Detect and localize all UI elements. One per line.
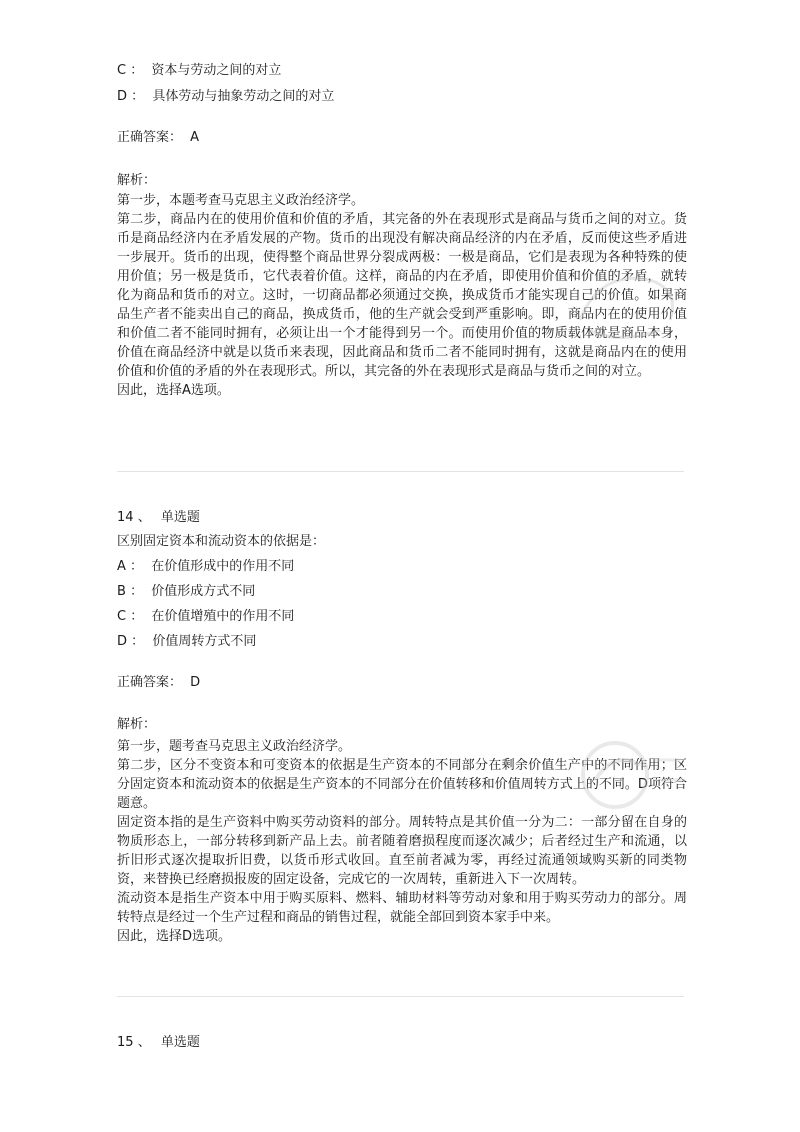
option-key: C	[117, 609, 127, 624]
q14-options	[117, 557, 687, 652]
option-text: 具体劳动与抽象劳动之间的对立	[152, 89, 335, 104]
q13-option-c	[117, 61, 687, 81]
q14-stem: 区别固定资本和流动资本的依据是：	[117, 534, 326, 549]
analysis-paragraph: 因此，选择D选项。	[117, 929, 232, 944]
question-divider	[117, 471, 684, 472]
option-sep: ：	[130, 609, 144, 624]
q14-header	[117, 508, 687, 528]
q14-option-c	[117, 607, 687, 627]
option-text: 价值周转方式不同	[152, 634, 257, 649]
option-key: D	[117, 634, 128, 649]
option-key: B	[117, 584, 126, 599]
q14-option-d	[117, 632, 687, 652]
answer-value: D	[190, 675, 201, 690]
q13-options	[117, 61, 687, 107]
question-number: 15	[117, 1035, 134, 1050]
option-key: A	[117, 559, 126, 574]
q14-analysis-label: 解析：	[117, 717, 157, 732]
analysis-paragraph: 固定资本指的是生产资料中购买劳动资料的部分。周转特点是其价值一分为二：一部分留在自身的物质形态上，一部分转移到新产品上去。前者随着磨损程度而逐次减少；后者经过生产和流通，以折旧形式逐次提取折旧费，以货币形式收回。直至前者减为零，再经过流通领域购买新的同类物资，来替换已经磨损报废的固定设备，完成它的一次周转，重新进入下一次周转。	[117, 815, 687, 887]
option-text: 在价值增殖中的作用不同	[151, 609, 295, 624]
question-divider	[117, 996, 684, 997]
q14-option-b	[117, 582, 687, 602]
option-text: 资本与劳动之间的对立	[151, 63, 282, 78]
question-number: 14	[117, 510, 134, 525]
q13-analysis	[117, 191, 687, 400]
option-key: C	[117, 63, 127, 78]
analysis-paragraph: 第二步，商品内在的使用价值和价值的矛盾，其完备的外在表现形式是商品与货币之间的对立。货币是商品经济内在矛盾发展的产物。货币的出现没有解决商品经济的内在矛盾，反而使这些矛盾进一步展开。货币的出现，使得整个商品世界分裂成两极：一极是商品，它们是表现为各种特殊的使用价值；另一极是货币，它代表着价值。这样，商品的内在矛盾，即使用价值和价值的矛盾，就转化为商品和货币的对立。这时，一切商品都必须通过交换，换成货币才能实现自己的价值。如果商品生产者不能卖出自己的商品，换成货币，他的生产就会受到严重影响。即，商品内在的使用价值和价值二者不能同时拥有，必须让出一个才能得到另一个。而使用价值的物质载体就是商品本身，价值在商品经济中就是以货币来表现，因此商品和货币二者不能同时拥有，这就是商品内在的使用价值和价值的矛盾的外在表现形式。所以，其完备的外在表现形式是商品与货币之间的对立。	[117, 212, 687, 379]
analysis-paragraph: 因此，选择A选项。	[117, 383, 230, 398]
option-sep: ：	[130, 584, 144, 599]
q15-header	[117, 1033, 687, 1053]
question-type: 单选题	[160, 510, 200, 525]
option-sep: ：	[131, 634, 145, 649]
q14-option-a	[117, 557, 687, 577]
answer-label: 正确答案：	[117, 675, 183, 690]
analysis-paragraph: 第一步，题考查马克思主义政治经济学。	[117, 739, 352, 754]
analysis-paragraph: 第二步，区分不变资本和可变资本的依据是生产资本的不同部分在剩余价值生产中的不同作用；区分固定资本和流动资本的依据是生产资本的不同部分在价值转移和价值周转方式上的不同。D项符合题意。	[117, 758, 687, 811]
option-text: 在价值形成中的作用不同	[151, 559, 295, 574]
analysis-paragraph: 第一步，本题考查马克思主义政治经济学。	[117, 193, 365, 208]
option-sep: ：	[130, 63, 144, 78]
analysis-paragraph: 流动资本是指生产资本中用于购买原料、燃料、辅助材料等劳动对象和用于购买劳动力的部分。周转特点是经过一个生产过程和商品的销售过程，就能全部回到资本家手中来。	[117, 891, 687, 925]
answer-label: 正确答案：	[117, 130, 183, 145]
q13-answer	[117, 128, 687, 148]
option-key: D	[117, 89, 128, 104]
option-sep: ：	[131, 89, 145, 104]
question-sep: 、	[137, 1035, 151, 1050]
q13-analysis-label: 解析：	[117, 173, 157, 188]
question-sep: 、	[137, 510, 151, 525]
q14-answer	[117, 673, 687, 693]
q14-analysis	[117, 737, 687, 946]
option-sep: ：	[130, 559, 144, 574]
option-text: 价值形成方式不同	[151, 584, 256, 599]
answer-value: A	[190, 130, 200, 145]
question-type: 单选题	[160, 1035, 200, 1050]
q13-option-d	[117, 87, 687, 107]
